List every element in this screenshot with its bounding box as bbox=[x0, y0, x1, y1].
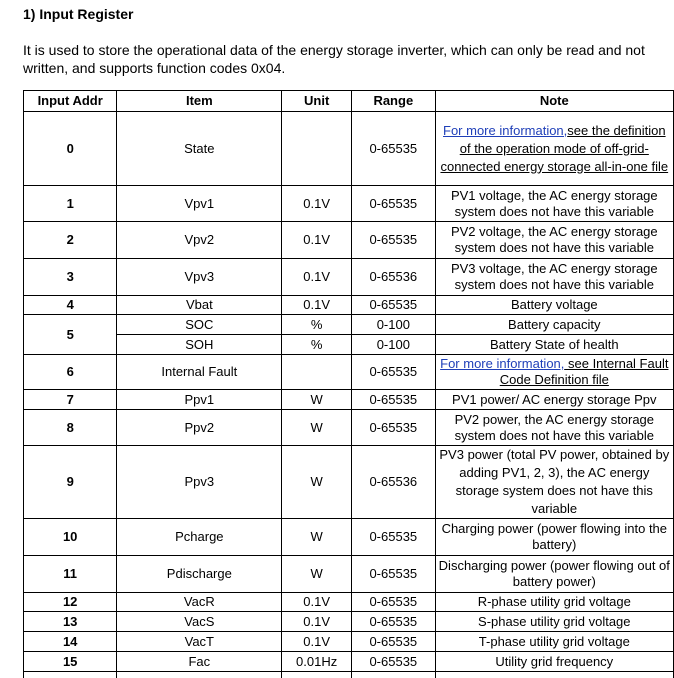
table-row bbox=[24, 410, 674, 446]
addr-cell: 2 bbox=[24, 222, 117, 259]
note-text: see Internal Fault Code Definition file bbox=[500, 356, 669, 387]
item-cell: Vpv2 bbox=[117, 222, 282, 259]
section-heading: 1) Input Register bbox=[23, 6, 133, 22]
table-row bbox=[24, 112, 674, 186]
range-cell: 0-65535 bbox=[352, 519, 436, 556]
range-cell: 0-65535 bbox=[352, 652, 436, 672]
addr-cell: 10 bbox=[24, 519, 117, 556]
unit-cell: W bbox=[282, 446, 352, 519]
note-cell: PV3 voltage, the AC energy storage system does not have this variable bbox=[435, 259, 673, 296]
addr-cell: 5 bbox=[24, 315, 117, 355]
table-row bbox=[24, 355, 674, 390]
note-cell: Battery State of health bbox=[435, 335, 673, 355]
item-cell: Pcharge bbox=[117, 519, 282, 556]
unit-cell: % bbox=[282, 335, 352, 355]
unit-cell bbox=[282, 112, 352, 186]
range-cell: 0-65535 bbox=[352, 632, 436, 652]
note-cell: PV2 power, the AC energy storage system does not have this variable bbox=[435, 410, 673, 446]
note-cell: PV2 voltage, the AC energy storage system does not have this variable bbox=[435, 222, 673, 259]
range-cell: 0-65535 bbox=[352, 390, 436, 410]
item-cell: VacT bbox=[117, 632, 282, 652]
header-row bbox=[24, 91, 674, 112]
addr-cell: 1 bbox=[24, 186, 117, 222]
table-row bbox=[24, 652, 674, 672]
unit-cell bbox=[282, 355, 352, 390]
item-cell: State bbox=[117, 112, 282, 186]
addr-cell: 13 bbox=[24, 612, 117, 632]
table-row bbox=[24, 259, 674, 296]
item-cell: Vpv3 bbox=[117, 259, 282, 296]
more-info-link[interactable]: For more information, bbox=[443, 123, 567, 138]
addr-cell: 9 bbox=[24, 446, 117, 519]
range-cell: 0-65535 bbox=[352, 556, 436, 593]
range-cell: 0-65535 bbox=[352, 593, 436, 612]
col-header-range: Range bbox=[352, 91, 436, 112]
item-cell: SOH bbox=[117, 335, 282, 355]
note-cell: PV1 voltage, the AC energy storage system does not have this variable bbox=[435, 186, 673, 222]
addr-cell: 15 bbox=[24, 652, 117, 672]
unit-cell: W bbox=[282, 410, 352, 446]
unit-cell: 0.1V bbox=[282, 632, 352, 652]
note-cell: PV3 power (total PV power, obtained by adding PV1, 2, 3), the AC energy storage system does not have this variable bbox=[435, 446, 673, 519]
note-cell: R-phase utility grid voltage bbox=[435, 593, 673, 612]
unit-cell: 0.1V bbox=[282, 612, 352, 632]
item-cell: Ppv1 bbox=[117, 390, 282, 410]
note-cell: Utility grid frequency bbox=[435, 652, 673, 672]
item-cell: Vbat bbox=[117, 296, 282, 315]
note-cell: Charging power (power flowing into the battery) bbox=[435, 519, 673, 556]
unit-cell: 0.01Hz bbox=[282, 652, 352, 672]
item-cell: VacR bbox=[117, 593, 282, 612]
col-header-unit: Unit bbox=[282, 91, 352, 112]
item-cell: Ppv3 bbox=[117, 446, 282, 519]
addr-cell: 8 bbox=[24, 410, 117, 446]
note-cell: S-phase utility grid voltage bbox=[435, 612, 673, 632]
note-cell: Discharging power (power flowing out of battery power) bbox=[435, 556, 673, 593]
addr-cell: 7 bbox=[24, 390, 117, 410]
item-cell: Ppv2 bbox=[117, 410, 282, 446]
note-cell: T-phase utility grid voltage bbox=[435, 632, 673, 652]
addr-cell: 4 bbox=[24, 296, 117, 315]
unit-cell: 0.1V bbox=[282, 222, 352, 259]
addr-cell: 14 bbox=[24, 632, 117, 652]
col-header-item: Item bbox=[117, 91, 282, 112]
range-cell: 0-100 bbox=[352, 315, 436, 335]
note-text: see the definition of the operation mode of off-grid-connected energy storage all-in-one file bbox=[440, 123, 668, 174]
table-row bbox=[24, 593, 674, 612]
table-row bbox=[24, 296, 674, 315]
table-row bbox=[24, 612, 674, 632]
note-cell: Battery voltage bbox=[435, 296, 673, 315]
addr-cell: 12 bbox=[24, 593, 117, 612]
unit-cell: 0.1V bbox=[282, 593, 352, 612]
table-row bbox=[24, 446, 674, 519]
addr-cell: 0 bbox=[24, 112, 117, 186]
item-cell: Pdischarge bbox=[117, 556, 282, 593]
unit-cell: 0.1V bbox=[282, 186, 352, 222]
item-cell: Fac bbox=[117, 652, 282, 672]
range-cell: 0-65535 bbox=[352, 296, 436, 315]
col-header-note: Note bbox=[435, 91, 673, 112]
note-cell: PV1 power/ AC energy storage Ppv bbox=[435, 390, 673, 410]
addr-cell: 6 bbox=[24, 355, 117, 390]
range-cell: 0-65536 bbox=[352, 259, 436, 296]
range-cell: 0-65535 bbox=[352, 355, 436, 390]
more-info-link[interactable]: For more information, bbox=[440, 356, 564, 371]
note-cell: Battery capacity bbox=[435, 315, 673, 335]
range-cell: 0-65535 bbox=[352, 222, 436, 259]
range-cell: 0-65536 bbox=[352, 446, 436, 519]
note-cell bbox=[435, 355, 673, 390]
table-row bbox=[24, 390, 674, 410]
table-row bbox=[24, 222, 674, 259]
col-header-addr: Input Addr bbox=[24, 91, 117, 112]
table-row bbox=[24, 315, 674, 335]
unit-cell: 0.1V bbox=[282, 296, 352, 315]
section-intro: It is used to store the operational data of the energy storage inverter, which can only be read and not written, and supports function codes 0x04. bbox=[23, 41, 663, 77]
addr-cell: 11 bbox=[24, 556, 117, 593]
range-cell: 0-100 bbox=[352, 335, 436, 355]
unit-cell: 0.1V bbox=[282, 259, 352, 296]
table-row bbox=[24, 186, 674, 222]
item-cell: VacS bbox=[117, 612, 282, 632]
addr-cell: 3 bbox=[24, 259, 117, 296]
table-row bbox=[24, 632, 674, 652]
range-cell: 0-65535 bbox=[352, 612, 436, 632]
item-cell: Vpv1 bbox=[117, 186, 282, 222]
range-cell: 0-65535 bbox=[352, 186, 436, 222]
unit-cell: W bbox=[282, 556, 352, 593]
item-cell: Internal Fault bbox=[117, 355, 282, 390]
input-register-table bbox=[23, 90, 674, 678]
table-row bbox=[24, 556, 674, 593]
unit-cell: W bbox=[282, 390, 352, 410]
table-row bbox=[24, 519, 674, 556]
range-cell: 0-65535 bbox=[352, 112, 436, 186]
unit-cell: W bbox=[282, 519, 352, 556]
table-row bbox=[24, 335, 674, 355]
item-cell: SOC bbox=[117, 315, 282, 335]
unit-cell: % bbox=[282, 315, 352, 335]
range-cell: 0-65535 bbox=[352, 410, 436, 446]
note-cell bbox=[435, 112, 673, 186]
